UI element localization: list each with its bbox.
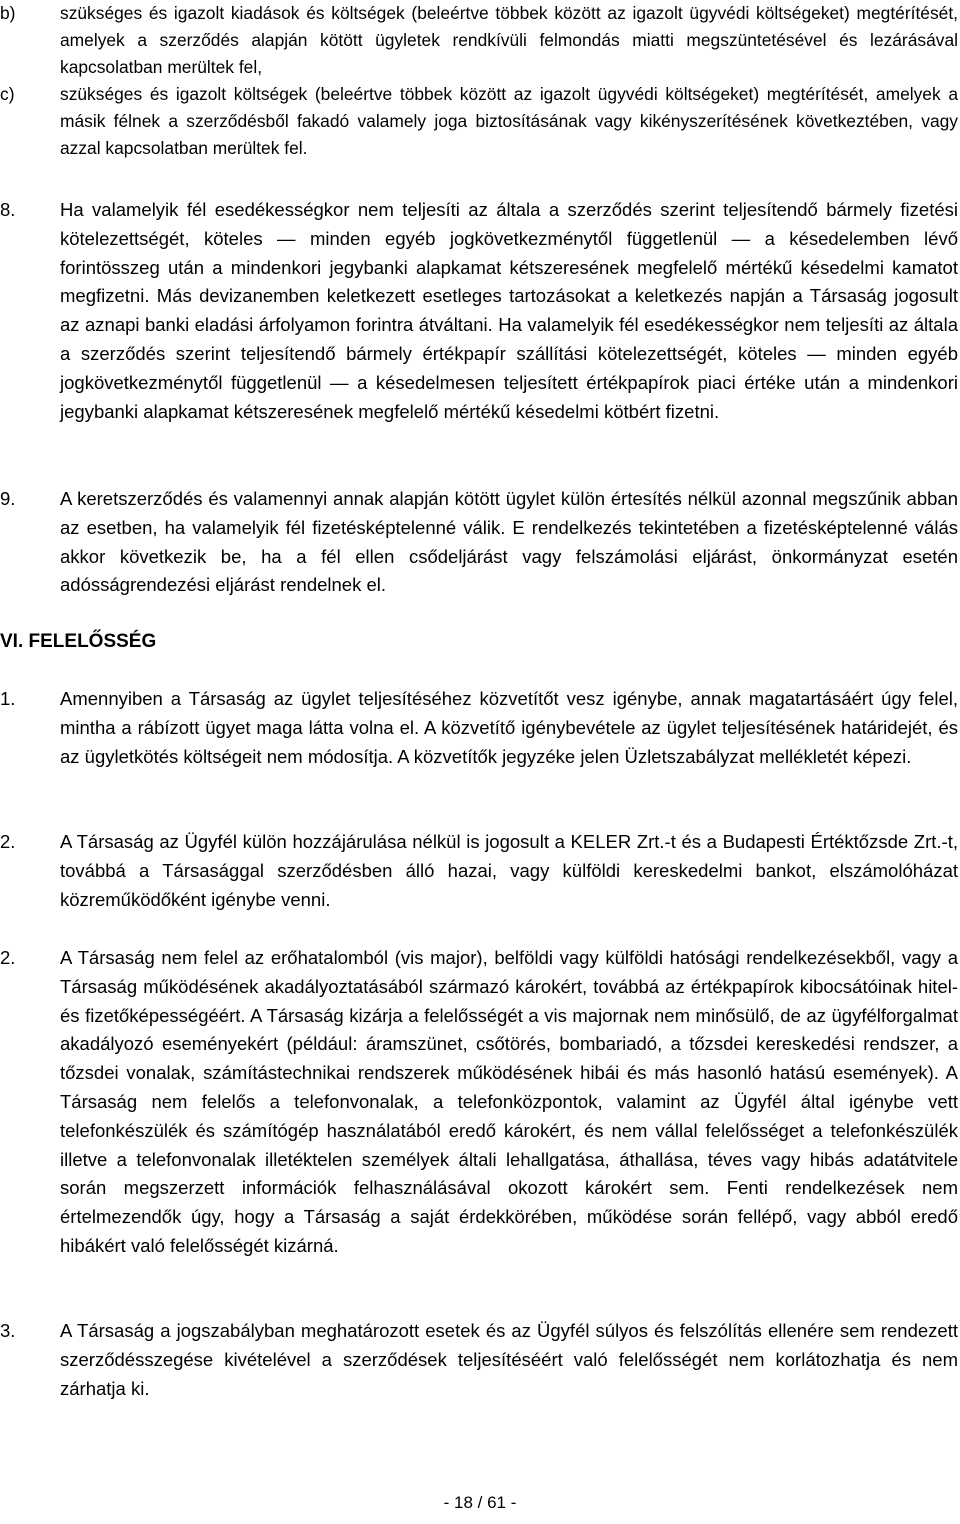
section-heading: VI. FELELŐSSÉG bbox=[0, 631, 157, 652]
paragraph-text: Ha valamelyik fél esedékességkor nem teljesíti az általa a szerződés szerint teljesítendő bármely fizetési kötelezettségét, köteles — minden egyéb jogkövetkezménytől függetlenül — a késedelemben lévő forintösszeg után a mindenkori jegybanki alapkamat kétszeresének megfelelő mértékű késedelmi kamatot megfizetni. Más devizanemben keletkezett esetleges tartozásokat a keletkezés napján a Társaság jogosult az aznapi banki eladási árfolyamon forintra átváltani. Ha valamelyik fél esedékességkor nem teljesíti az általa a szerződés szerint teljesítendő bármely értékpapír szállítási kötelezettségét, köteles — minden egyéb jogkövetkezménytől függetlenül — a késedelmesen teljesített értékpapírok piaci értéke után a mindenkori jegybanki alapkamat kétszeresének megfelelő mértékű késedelmi kötbért fizetni. bbox=[60, 199, 958, 422]
paragraph-text: szükséges és igazolt költségek (beleértve többek között az igazolt ügyvédi költségeket) megtérítését, amelyek a másik félnek a szerződésből fakadó valamely joga biztosításának vagy kikényszerítésének következtében, vagy azzal kapcsolatban merültek fel. bbox=[60, 84, 958, 158]
paragraph-number: 9. bbox=[0, 488, 16, 509]
paragraph-text: A Társaság a jogszabályban meghatározott esetek és az Ügyfél súlyos és felszólítás ellenére sem rendezett szerződésszegése kivételével a szerződések teljesítéséért való felelősségét nem korlátozhatja és nem zárhatja ki. bbox=[60, 1320, 958, 1399]
paragraph-number: 2. bbox=[0, 831, 16, 852]
list-marker: b) bbox=[0, 3, 16, 23]
page-number: - 18 / 61 - bbox=[443, 1493, 517, 1512]
paragraph-text: szükséges és igazolt kiadások és költségek (beleértve többek között az igazolt ügyvédi költségeket) megtérítését, amelyek a szerződés alapján kötött ügyletek rendkívüli felmondás miatti megszüntetésével és lezárásával kapcsolatban merültek fel, bbox=[60, 3, 958, 77]
list-marker: c) bbox=[0, 84, 15, 104]
paragraph-text: A Társaság az Ügyfél külön hozzájárulása nélkül is jogosult a KELER Zrt.-t és a Budapesti Értéktőzsde Zrt.-t, továbbá a Társasággal szerződésben álló hazai, vagy külföldi kereskedelmi bankot, elszámolóházat közreműködőként igénybe venni. bbox=[60, 831, 958, 910]
paragraph-text: A keretszerződés és valamennyi annak alapján kötött ügylet külön értesítés nélkül azonnal megszűnik abban az esetben, ha valamelyik fél fizetésképtelenné válik. E rendelkezés tekintetében a fizetésképtelenné válás akkor következik be, ha a fél ellen csődeljárást vagy felszámolási eljárást, önkormányzat esetén adósságrendezési eljárást rendelnek el. bbox=[60, 488, 958, 596]
paragraph-number: 2. bbox=[0, 947, 16, 968]
paragraph-text: A Társaság nem felel az erőhatalomból (vis major), belföldi vagy külföldi hatósági rendelkezésekből, vagy a Társaság működésének akadályoztatásából származó károkért, továbbá az értékpapírok kibocsátóinak hitel- és fizetőképességéért. A Társaság kizárja a felelősségét a vis majornak nem minősülő, de az ügyfélforgalmat akadályozó eseményekért (például: áramszünet, csőtörés, bombariadó, a tőzsdei kereskedési rendszer, a tőzsdei vonalak, számítástechnikai rendszerek működésének hibái és más hasonló hatású események). A Társaság nem felelős a telefonvonalak, a telefonközpontok, valamint az Ügyfél által igénybe vett telefonkészülék és számítógép használatából eredő károkért, és nem vállal felelősséget a telefonkészülék illetve a telefonvonalak illetéktelen személyek általi lehallgatása, áthallása, téves vagy hibás adatátvitele során megszerzett információk felhasználásával okozott károkért sem. Fenti rendelkezések nem értelmezendők úgy, hogy a Társaság a saját érdekkörében, működése során fellépő, vagy abból eredő hibákért való felelősségét kizárná. bbox=[60, 947, 958, 1256]
paragraph-number: 3. bbox=[0, 1320, 16, 1341]
paragraph-number: 8. bbox=[0, 199, 16, 220]
paragraph-number: 1. bbox=[0, 688, 16, 709]
paragraph-text: Amennyiben a Társaság az ügylet teljesítéséhez közvetítőt vesz igénybe, annak magatartásáért úgy felel, mintha a rábízott ügyet maga látta volna el. A közvetítő igénybevétele az ügylet teljesítésének határidejét, és az ügyletkötés költségeit nem módosítja. A közvetítők jegyzéke jelen Üzletszabályzat mellékletét képezi. bbox=[60, 688, 958, 767]
